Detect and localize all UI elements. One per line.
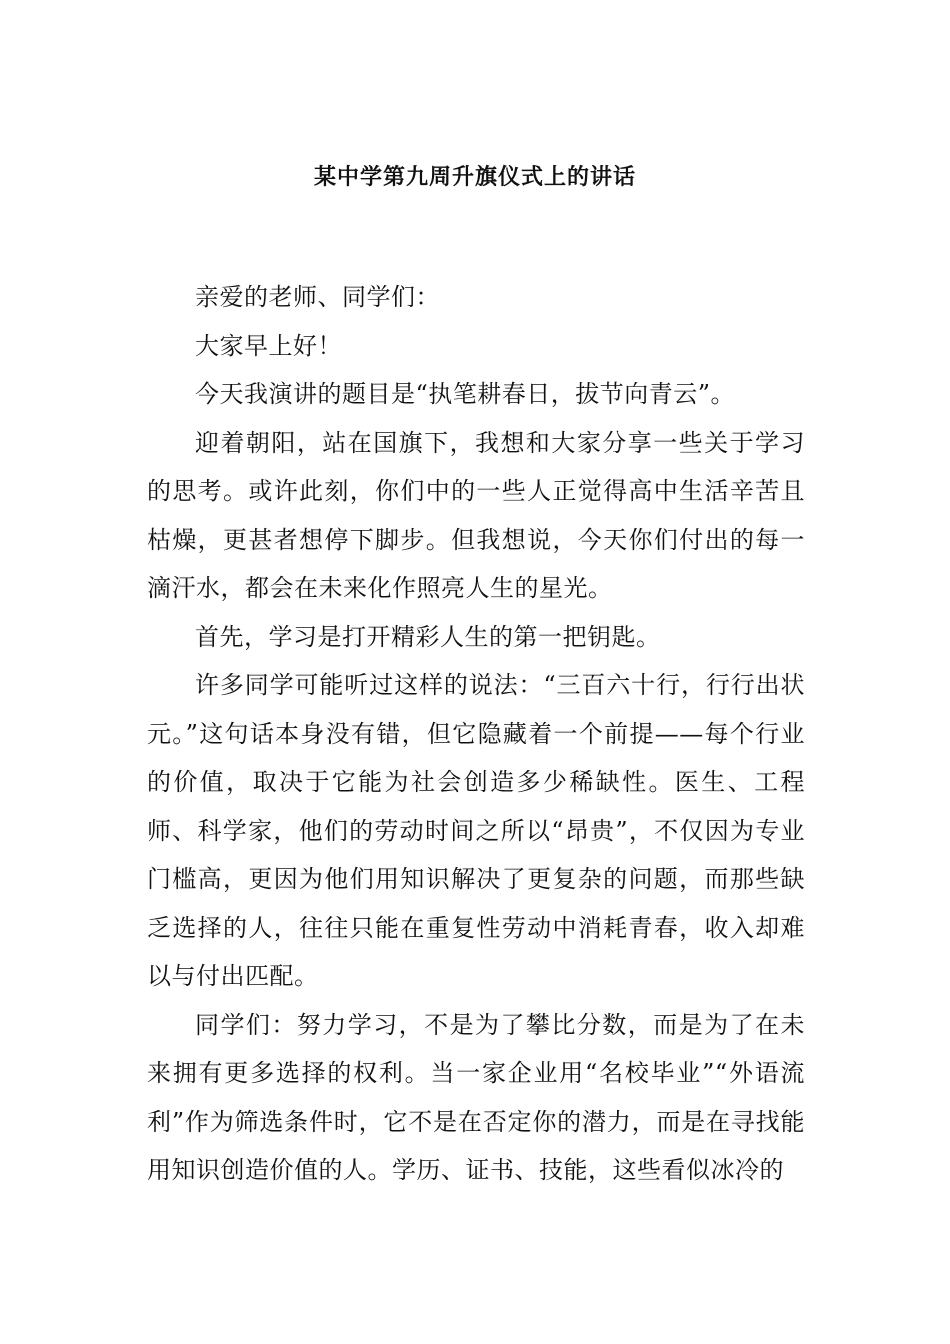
body-paragraph: 同学们：努力学习，不是为了攀比分数，而是为了在未来拥有更多选择的权利。当一家企业用“名校毕业”“外语流利”作为筛选条件时，它不是在否定你的潜力，而是在寻找能用知识创造价值的人。学历、证书、技能，这些看似冰冷的 bbox=[147, 1010, 805, 1184]
document-body bbox=[147, 273, 805, 1195]
document-title: 某中学第九周升旗仪式上的讲话 bbox=[313, 165, 636, 190]
greeting-paragraph: 亲爱的老师、同学们： bbox=[195, 283, 440, 311]
body-paragraph: 首先，学习是打开精彩人生的第一把钥匙。 bbox=[195, 622, 661, 651]
topic-paragraph: 今天我演讲的题目是“执笔耕春日，拔节向青云”。 bbox=[195, 380, 736, 408]
body-paragraph: 迎着朝阳，站在国旗下，我想和大家分享一些关于学习的思考。或许此刻，你们中的一些人正觉得高中生活辛苦且枯燥，更甚者想停下脚步。但我想说，今天你们付出的每一滴汗水，都会在未来化作照亮人生的星光。 bbox=[147, 428, 805, 602]
body-paragraph: 许多同学可能听过这样的说法：“三百六十行，行行出状元。”这句话本身没有错，但它隐藏着一个前提——每个行业的价值，取决于它能为社会创造多少稀缺性。医生、工程师、科学家，他们的劳动时间之所以“昂贵”，不仅因为专业门槛高，更因为他们用知识解决了更复杂的问题，而那些缺乏选择的人，往往只能在重复性劳动中消耗青春，收入却难以与付出匹配。 bbox=[147, 671, 805, 990]
salutation-paragraph: 大家早上好！ bbox=[195, 331, 342, 360]
